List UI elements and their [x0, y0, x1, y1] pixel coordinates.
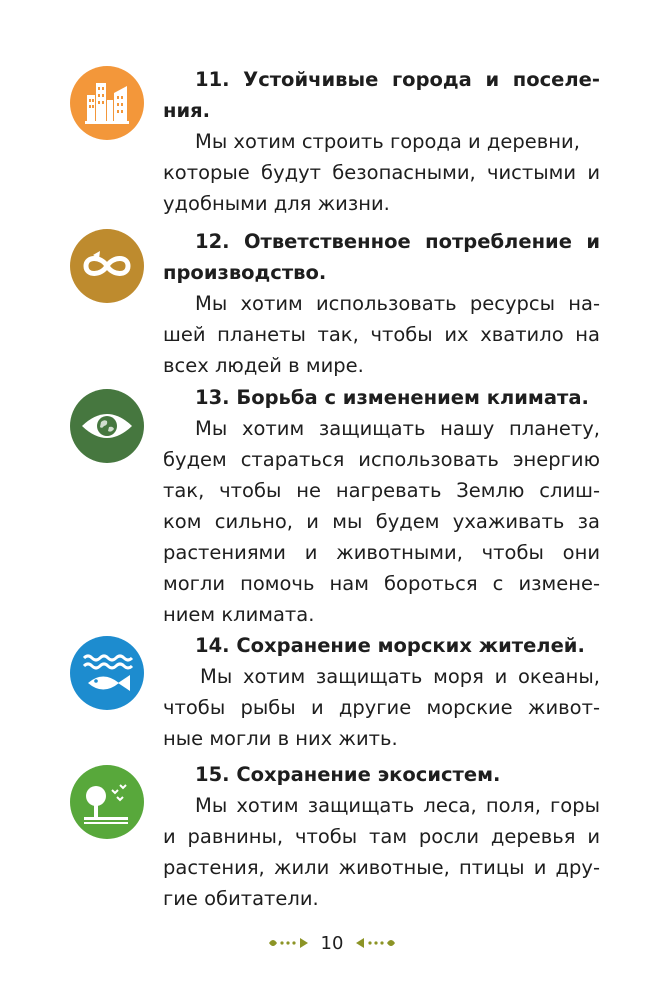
ornament-right-icon: [353, 936, 397, 950]
goal-title: 15. Сохранение экосистем.: [195, 763, 501, 786]
goal-title: 12. Ответственное потребление и производство.: [163, 230, 600, 284]
goal-15-block: [163, 759, 600, 914]
infinity-loop-icon: [70, 229, 144, 303]
goal-11-block: [163, 64, 600, 219]
goal-description: Мы хотим защищать нашу планету, будем стараться использовать энергию так, чтобы не нагревать Землю слиш- ком сильно, и мы будем ухаживать за растениями и животными, чтобы они могли помочь нам бороться с измене- нием климата.: [163, 417, 600, 626]
page-number: 10: [320, 932, 344, 954]
goal-description: Мы хотим защищать леса, поля, горы и равнины, чтобы там росли деревья и растения, жили животные, птицы и дру- гие обитатели.: [163, 794, 600, 910]
goal-description: Мы хотим использовать ресурсы на- шей планеты так, чтобы их хватило на всех людей в мире.: [163, 292, 600, 377]
goal-13-block: [163, 382, 600, 630]
goal-description: Мы хотим защищать моря и океаны, чтобы рыбы и другие морские живот- ные могли в них жить.: [163, 665, 600, 750]
goal-title: 11. Устойчивые города и поселе- ния.: [163, 68, 600, 122]
fish-waves-icon: [70, 636, 144, 710]
goal-title: 14. Сохранение морских жителей.: [195, 634, 585, 657]
ornament-left-icon: [267, 936, 311, 950]
tree-birds-icon: [70, 765, 144, 839]
page-footer: [0, 928, 664, 958]
city-buildings-icon: [70, 66, 144, 140]
goal-title: 13. Борьба с изменением климата.: [195, 386, 589, 409]
goal-14-block: [163, 630, 600, 754]
goal-12-block: [163, 226, 600, 381]
goal-description: Мы хотим строить города и деревни, которые будут безопасными, чистыми и удобными для жизни.: [163, 130, 600, 215]
eye-globe-icon: [70, 389, 144, 463]
